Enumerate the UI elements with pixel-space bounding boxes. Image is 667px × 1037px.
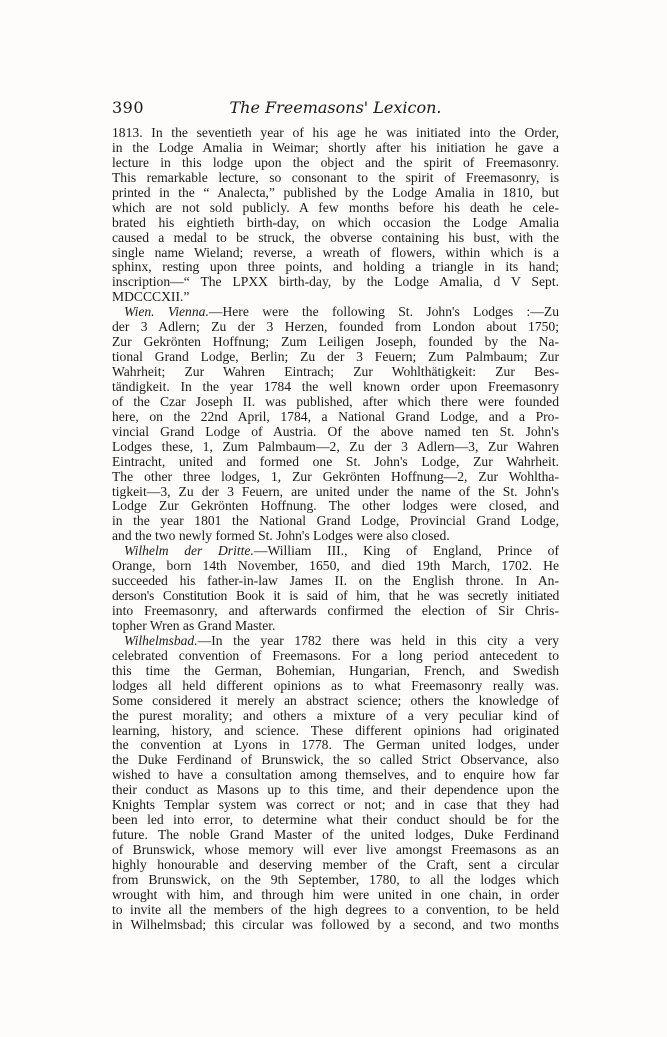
text-line: Wilhelm der Dritte.—William III., King of England, Prince of	[124, 544, 559, 559]
entry-heading: Wilhelm der Dritte.	[124, 544, 254, 559]
text-line: future. The noble Grand Master of the united lodges, Duke Ferdinand	[112, 828, 559, 843]
text-line: brated his eightieth birth-day, on which occasion the Lodge Amalia	[112, 215, 559, 230]
text-line: Lodges these, 1, Zum Palmbaum—2, Zu der 3 Adlern—3, Zur Wahren	[112, 439, 559, 454]
text-line: der 3 Adlern; Zu der 3 Herzen, founded from London about 1750;	[112, 320, 559, 335]
text-line: to invite all the members of the high degrees to a convention, to be held	[112, 902, 559, 917]
text-line: Lodge Zur Gekrönten Hoffnung. The other lodges were closed, and	[112, 499, 559, 514]
text-line: sphinx, resting upon three points, and holding a triangle in its hand;	[112, 260, 559, 275]
text-line: tional Grand Lodge, Berlin; Zu der 3 Feuern; Zum Palmbaum; Zur	[112, 350, 559, 365]
text-line: lodges all held different opinions as to what Freemasonry really was.	[112, 678, 559, 693]
entry-heading: Wien. Vienna.	[124, 305, 209, 320]
text-line: MDCCCXII.”	[112, 290, 190, 305]
text-line: which are not sold publicly. A few months before his death he cele-	[112, 200, 559, 215]
text-line: lecture in this lodge upon the object and the spirit of Freemasonry.	[112, 155, 559, 170]
entry-heading: Wilhelmsbad.	[124, 633, 198, 648]
text-line: 1813. In the seventieth year of his age he was initiated into the Order,	[112, 126, 559, 140]
text-line: wrought with him, and through him were united in one chain, in order	[112, 887, 559, 902]
page-number: 390	[112, 98, 145, 117]
text-line: from Brunswick, on the 9th September, 1780, to all the lodges which	[112, 872, 559, 887]
text-line: their conduct as Masons up to this time, and their dependence upon the	[112, 783, 559, 798]
text-line: highly honourable and deserving member of the Craft, sent a circular	[112, 857, 559, 872]
text-line: This remarkable lecture, so consonant to the spirit of Freemasonry, is	[112, 170, 559, 185]
text-line: learning, history, and science. These different opinions had originated	[112, 723, 559, 738]
running-title: The Freemasons' Lexicon.	[229, 98, 442, 117]
text-line: printed in the “ Analecta,” published by the Lodge Amalia in 1810, but	[112, 185, 559, 200]
text-line: Knights Templar system was correct or not; and in case that they had	[112, 798, 559, 813]
text-line: and the two newly formed St. John's Lodges were also closed.	[112, 529, 450, 544]
text-line: this time the German, Bohemian, Hungarian, French, and Swedish	[112, 663, 559, 678]
text-line: tändigkeit. In the year 1784 the well known order upon Freemasonry	[112, 379, 559, 394]
text-line: of Brunswick, whose memory will ever live amongst Freemasons as an	[112, 843, 559, 857]
text-line: Some considered it merely an abstract science; others the knowledge of	[112, 693, 559, 708]
text-line: succeeded his father-in-law James II. on the English throne. In An-	[112, 574, 559, 589]
text-line: here, on the 22nd April, 1784, a National Grand Lodge, and a Pro-	[112, 409, 559, 424]
text-line: celebrated convention of Freemasons. For a long period antecedent to	[112, 648, 559, 663]
text-line: inscription—“ The LPXX birth-day, by the Lodge Amalia, d V Sept.	[112, 275, 559, 290]
page-header	[112, 98, 559, 120]
text-line: into Freemasonry, and afterwards confirmed the election of Sir Chris-	[112, 604, 559, 618]
text-line: the convention at Lyons in 1778. The German united lodges, under	[112, 738, 559, 753]
text-line: in Wilhelmsbad; this circular was followed by a second, and two months	[112, 917, 559, 932]
text-line: vincial Grand Lodge of Austria. Of the above named ten St. John's	[112, 424, 559, 439]
text-line: tigkeit—3, Zu der 3 Feuern, are united under the name of the St. John's	[112, 484, 559, 499]
text-line: Wilhelmsbad.—In the year 1782 there was held in this city a very	[124, 633, 559, 648]
text-line: topher Wren as Grand Master.	[112, 618, 276, 633]
text-line: of the Czar Joseph II. was published, after which there were founded	[112, 394, 559, 409]
text-line: Wien. Vienna.—Here were the following St. John's Lodges :—Zu	[124, 305, 559, 320]
text-line: in the Lodge Amalia in Weimar; shortly after his initiation he gave a	[112, 140, 559, 155]
text-line: the purest morality; and others a mixture of a very peculiar kind of	[112, 708, 559, 723]
text-line: Zur Gekrönten Hoffnung; Zum Leiligen Joseph, founded by the Na-	[112, 335, 559, 350]
text-line: Eintracht, united and formed one St. John's Lodge, Zur Wahrheit.	[112, 454, 559, 469]
text-line: the Duke Ferdinand of Brunswick, the so called Strict Observance, also	[112, 753, 559, 768]
text-line: derson's Constitution Book it is said of him, that he was secretly initiated	[112, 589, 559, 604]
text-line: caused a medal to be struck, the obverse containing his bust, with the	[112, 230, 559, 245]
text-line: The other three lodges, 1, Zur Gekrönten Hoffnung—2, Zur Wohltha-	[112, 469, 559, 484]
text-line: Orange, born 14th November, 1650, and died 19th March, 1702. He	[112, 559, 559, 574]
text-line: Wahrheit; Zur Wahren Eintrach; Zur Wohlthätigkeit: Zur Bes-	[112, 365, 559, 379]
text-line: wished to have a consultation among themselves, and to enquire how far	[112, 768, 559, 783]
text-line: been led into error, to determine what their conduct should be for the	[112, 813, 559, 828]
body-text	[112, 126, 559, 933]
text-line: in the year 1801 the National Grand Lodge, Provincial Grand Lodge,	[112, 514, 559, 529]
text-line: single name Wieland; reverse, a wreath of flowers, within which is a	[112, 245, 559, 260]
